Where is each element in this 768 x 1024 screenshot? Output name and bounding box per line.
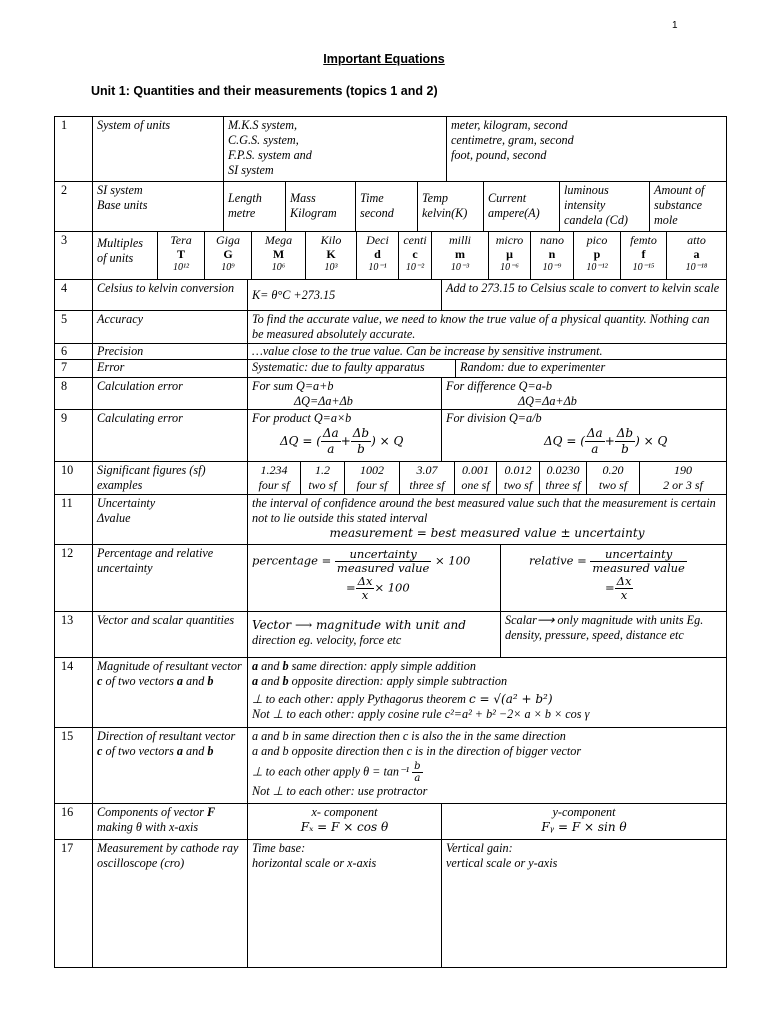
prefix-power: 10³ <box>324 262 338 273</box>
sf-value: 0.0230 <box>546 463 580 477</box>
table-row <box>55 359 726 377</box>
prefix-symbol: n <box>548 247 556 261</box>
prefix-cell <box>488 232 530 279</box>
division-error: For division Q=a/b ΔQ = ( $\frac{\Delta a}{a}$ + $\frac{\Delta b}{b}$ ) × Q <box>441 410 726 461</box>
row-description: Components of vector F making θ with x-axis <box>92 804 247 839</box>
table-row <box>55 377 726 409</box>
sf-value: 1.2 <box>315 463 330 477</box>
prefix-symbol: d <box>374 247 381 261</box>
prefix-cell <box>356 232 398 279</box>
prefix-name: micro <box>495 233 524 247</box>
prefix-name: pico <box>586 233 608 247</box>
prefix-symbol: T <box>176 247 185 261</box>
table-row <box>55 727 726 803</box>
prefix-symbol: M <box>272 247 285 261</box>
sf-example <box>454 462 496 494</box>
difference-error: For difference Q=a-b ΔQ=Δa+Δb <box>441 378 726 409</box>
sum-error: For sum Q=a+b ΔQ=Δa+Δb <box>247 378 441 409</box>
sf-count: four sf <box>258 478 290 492</box>
row-number: 15 <box>61 729 74 743</box>
sf-value: 0.20 <box>602 463 624 477</box>
table-row <box>55 803 726 839</box>
row-number: 9 <box>61 411 68 425</box>
row-description: Celsius to kelvin conversion <box>92 280 247 310</box>
product-error: For product Q=a×b ΔQ = ( $\frac{\Delta a}{a}$ + $\frac{\Delta b}{b}$ ) × Q <box>247 410 441 461</box>
row-number: 10 <box>61 463 74 477</box>
sf-example <box>344 462 399 494</box>
base-unit-current: Current ampere(A) <box>483 182 559 231</box>
unit-heading: Unit 1: Quantities and their measurements (topics 1 and 2) <box>91 84 438 98</box>
row-description: Vector and scalar quantities <box>92 612 247 657</box>
prefix-name: Mega <box>264 233 293 247</box>
row-number: 16 <box>61 805 74 819</box>
equations-table <box>54 116 727 968</box>
sf-value: 1002 <box>360 463 384 477</box>
sf-example <box>539 462 586 494</box>
row-number: 8 <box>61 379 68 393</box>
prefix-power: 10⁻⁹ <box>542 262 562 273</box>
row-number: 11 <box>61 496 73 510</box>
prefix-name: Kilo <box>320 233 342 247</box>
prefix-power: 10⁻² <box>405 262 425 273</box>
celsius-formula: K= θ°C +273.15 <box>247 280 441 310</box>
prefix-power: 10⁻¹² <box>586 262 608 273</box>
document-title: Important Equations <box>323 52 445 66</box>
sf-value: 190 <box>674 463 692 477</box>
sf-example <box>300 462 344 494</box>
table-row <box>55 657 726 727</box>
base-unit-temp: Temp kelvin(K) <box>417 182 483 231</box>
sf-count: 2 or 3 sf <box>663 478 703 492</box>
prefix-symbol: K <box>326 247 336 261</box>
prefix-power: 10⁶ <box>271 262 286 273</box>
row-description: Calculating error <box>92 410 247 461</box>
sf-example <box>247 462 300 494</box>
table-row <box>55 839 726 967</box>
sf-count: three sf <box>545 478 581 492</box>
prefix-symbol: μ <box>506 247 513 261</box>
base-unit-length: Length metre <box>223 182 285 231</box>
relative-uncertainty: relative = $\frac{\text{uncertainty}}{\text{measured value}}$ = $\frac{\Delta x}{x}$ <box>500 545 726 611</box>
units-list: meter, kilogram, second centimetre, gram, second foot, pound, second <box>446 117 726 181</box>
base-unit-time: Time second <box>355 182 417 231</box>
prefix-power: 10⁻⁶ <box>500 262 519 273</box>
cro-time-base: Time base: horizontal scale or x-axis <box>247 840 441 967</box>
table-row <box>55 181 726 231</box>
prefix-symbol: a <box>693 247 700 261</box>
prefix-name: Deci <box>366 233 389 247</box>
prefix-cell <box>251 232 305 279</box>
row-description: Magnitude of resultant vector c of two vectors a and b <box>92 658 247 727</box>
prefix-name: Tera <box>170 233 192 247</box>
prefix-name: nano <box>540 233 564 247</box>
prefix-cell <box>398 232 431 279</box>
table-row <box>55 117 726 181</box>
systems-list: M.K.S system, C.G.S. system, F.P.S. system and SI system <box>223 117 446 181</box>
row-description: Error <box>92 360 247 377</box>
table-row <box>55 279 726 310</box>
row-description: SI system Base units <box>92 182 215 231</box>
row-number: 13 <box>61 613 74 627</box>
table-row <box>55 409 726 461</box>
table-row <box>55 611 726 657</box>
row-number: 7 <box>61 360 68 374</box>
sf-count: four sf <box>356 478 388 492</box>
base-unit-luminous: luminous intensity candela (Cd) <box>559 182 649 231</box>
row-number: 6 <box>61 344 68 358</box>
sf-count: two sf <box>308 478 337 492</box>
resultant-direction-rules: a and b in same direction then c is also the in the same direction a and b opposite direction then c is in the direction of bigger vector ⊥ to each other apply θ = tan⁻¹ $\frac{b}{a}$ Not ⊥ to each other: use protractor <box>247 728 726 803</box>
sf-value: 0.012 <box>504 463 532 477</box>
prefix-symbol: m <box>455 247 465 261</box>
row-description: Multiples of units <box>92 232 157 279</box>
scalar-definition: Scalar⟶ only magnitude with units Eg. density, pressure, speed, distance etc <box>500 612 726 657</box>
sf-value: 3.07 <box>416 463 438 477</box>
table-row <box>55 310 726 343</box>
row-number: 2 <box>61 183 68 197</box>
prefix-power: 10¹² <box>173 262 189 273</box>
prefix-power: 10⁹ <box>221 262 235 273</box>
row-description: Significant figures (sf) examples <box>92 462 247 494</box>
row-number: 12 <box>61 546 74 560</box>
page-number: 1 <box>672 20 678 31</box>
prefix-name: Giga <box>216 233 240 247</box>
prefix-symbol: p <box>593 247 601 261</box>
sf-count: three sf <box>409 478 445 492</box>
row-number: 14 <box>61 659 74 673</box>
prefix-cell <box>573 232 620 279</box>
sf-count: one sf <box>461 478 490 492</box>
base-unit-amount: Amount of substance mole <box>649 182 726 231</box>
row-number: 4 <box>61 281 68 295</box>
table-row <box>55 231 726 279</box>
table-row <box>55 461 726 494</box>
accuracy-text: To find the accurate value, we need to know the true value of a physical quantity. Nothing can be measured absolutely accurate. <box>247 311 726 343</box>
prefix-name: atto <box>687 233 706 247</box>
prefix-power: 10⁻¹⁵ <box>632 262 655 273</box>
uncertainty-text: the interval of confidence around the best measured value such that the measurement is certain not to lie outside this stated interval measurement = best measured value ± uncertainty <box>247 495 726 544</box>
row-description: Percentage and relative uncertainty <box>92 545 247 611</box>
sf-example <box>586 462 639 494</box>
sf-example <box>639 462 726 494</box>
vector-definition: Vector ⟶ magnitude with unit and direction eg. velocity, force etc <box>247 612 500 657</box>
row-description: Measurement by cathode ray oscilloscope (cro) <box>92 840 247 967</box>
sf-value: 1.234 <box>260 463 288 477</box>
error-systematic: Systematic: due to faulty apparatus <box>247 360 455 377</box>
sf-count: two sf <box>598 478 628 492</box>
percentage-uncertainty: percentage = $\frac{\text{uncertainty}}{\text{measured value}}$ × 100 = $\frac{\Delta x}{x}$ × 100 <box>247 545 500 611</box>
prefix-symbol: c <box>412 247 418 261</box>
row-description: System of units <box>92 117 215 181</box>
prefix-symbol: f <box>641 247 646 261</box>
precision-text: …value close to the true value. Can be increase by sensitive instrument. <box>247 344 726 359</box>
row-number: 17 <box>61 841 74 855</box>
table-row <box>55 544 726 611</box>
prefix-power: 10⁻¹⁸ <box>685 262 708 273</box>
error-random: Random: due to experimenter <box>455 360 726 377</box>
row-number: 1 <box>61 118 68 132</box>
prefix-name: milli <box>448 233 471 247</box>
prefix-cell <box>620 232 666 279</box>
prefix-cell <box>530 232 573 279</box>
celsius-note: Add to 273.15 to Celsius scale to convert to kelvin scale <box>441 280 726 310</box>
prefix-name: centi <box>403 233 427 247</box>
row-number: 5 <box>61 312 68 326</box>
prefix-power: 10⁻³ <box>450 262 470 273</box>
y-component: y-component Fᵧ = F × sin θ <box>441 804 726 839</box>
sf-example <box>496 462 539 494</box>
prefix-power: 10⁻¹ <box>368 262 387 273</box>
sf-example <box>399 462 454 494</box>
table-row <box>55 494 726 544</box>
row-number: 3 <box>61 233 68 247</box>
prefix-cell <box>666 232 726 279</box>
prefix-cell <box>157 232 204 279</box>
prefix-cell <box>204 232 251 279</box>
resultant-magnitude-rules: a and b same direction: apply simple addition a and b opposite direction: apply simple subtraction ⊥ to each other: apply Pythagorus theorem c = √(a² + b²) Not ⊥ to each other: apply cosine rule c²=a² + b² −2× a × b × cos γ <box>247 658 726 727</box>
sf-value: 0.001 <box>462 463 489 477</box>
row-description: Direction of resultant vector c of two vectors a and b <box>92 728 247 803</box>
prefix-name: femto <box>630 233 657 247</box>
sf-count: two sf <box>503 478 533 492</box>
prefix-cell <box>305 232 356 279</box>
row-description: Precision <box>92 344 247 359</box>
prefix-symbol: G <box>223 247 233 261</box>
table-row <box>55 343 726 359</box>
row-description: Accuracy <box>92 311 247 343</box>
base-unit-mass: Mass Kilogram <box>285 182 355 231</box>
row-description: Uncertainty Δvalue <box>92 495 247 544</box>
prefix-cell <box>431 232 488 279</box>
row-description: Calculation error <box>92 378 247 409</box>
cro-vertical-gain: Vertical gain: vertical scale or y-axis <box>441 840 726 967</box>
x-component: x- component Fₓ = F × cos θ <box>247 804 441 839</box>
